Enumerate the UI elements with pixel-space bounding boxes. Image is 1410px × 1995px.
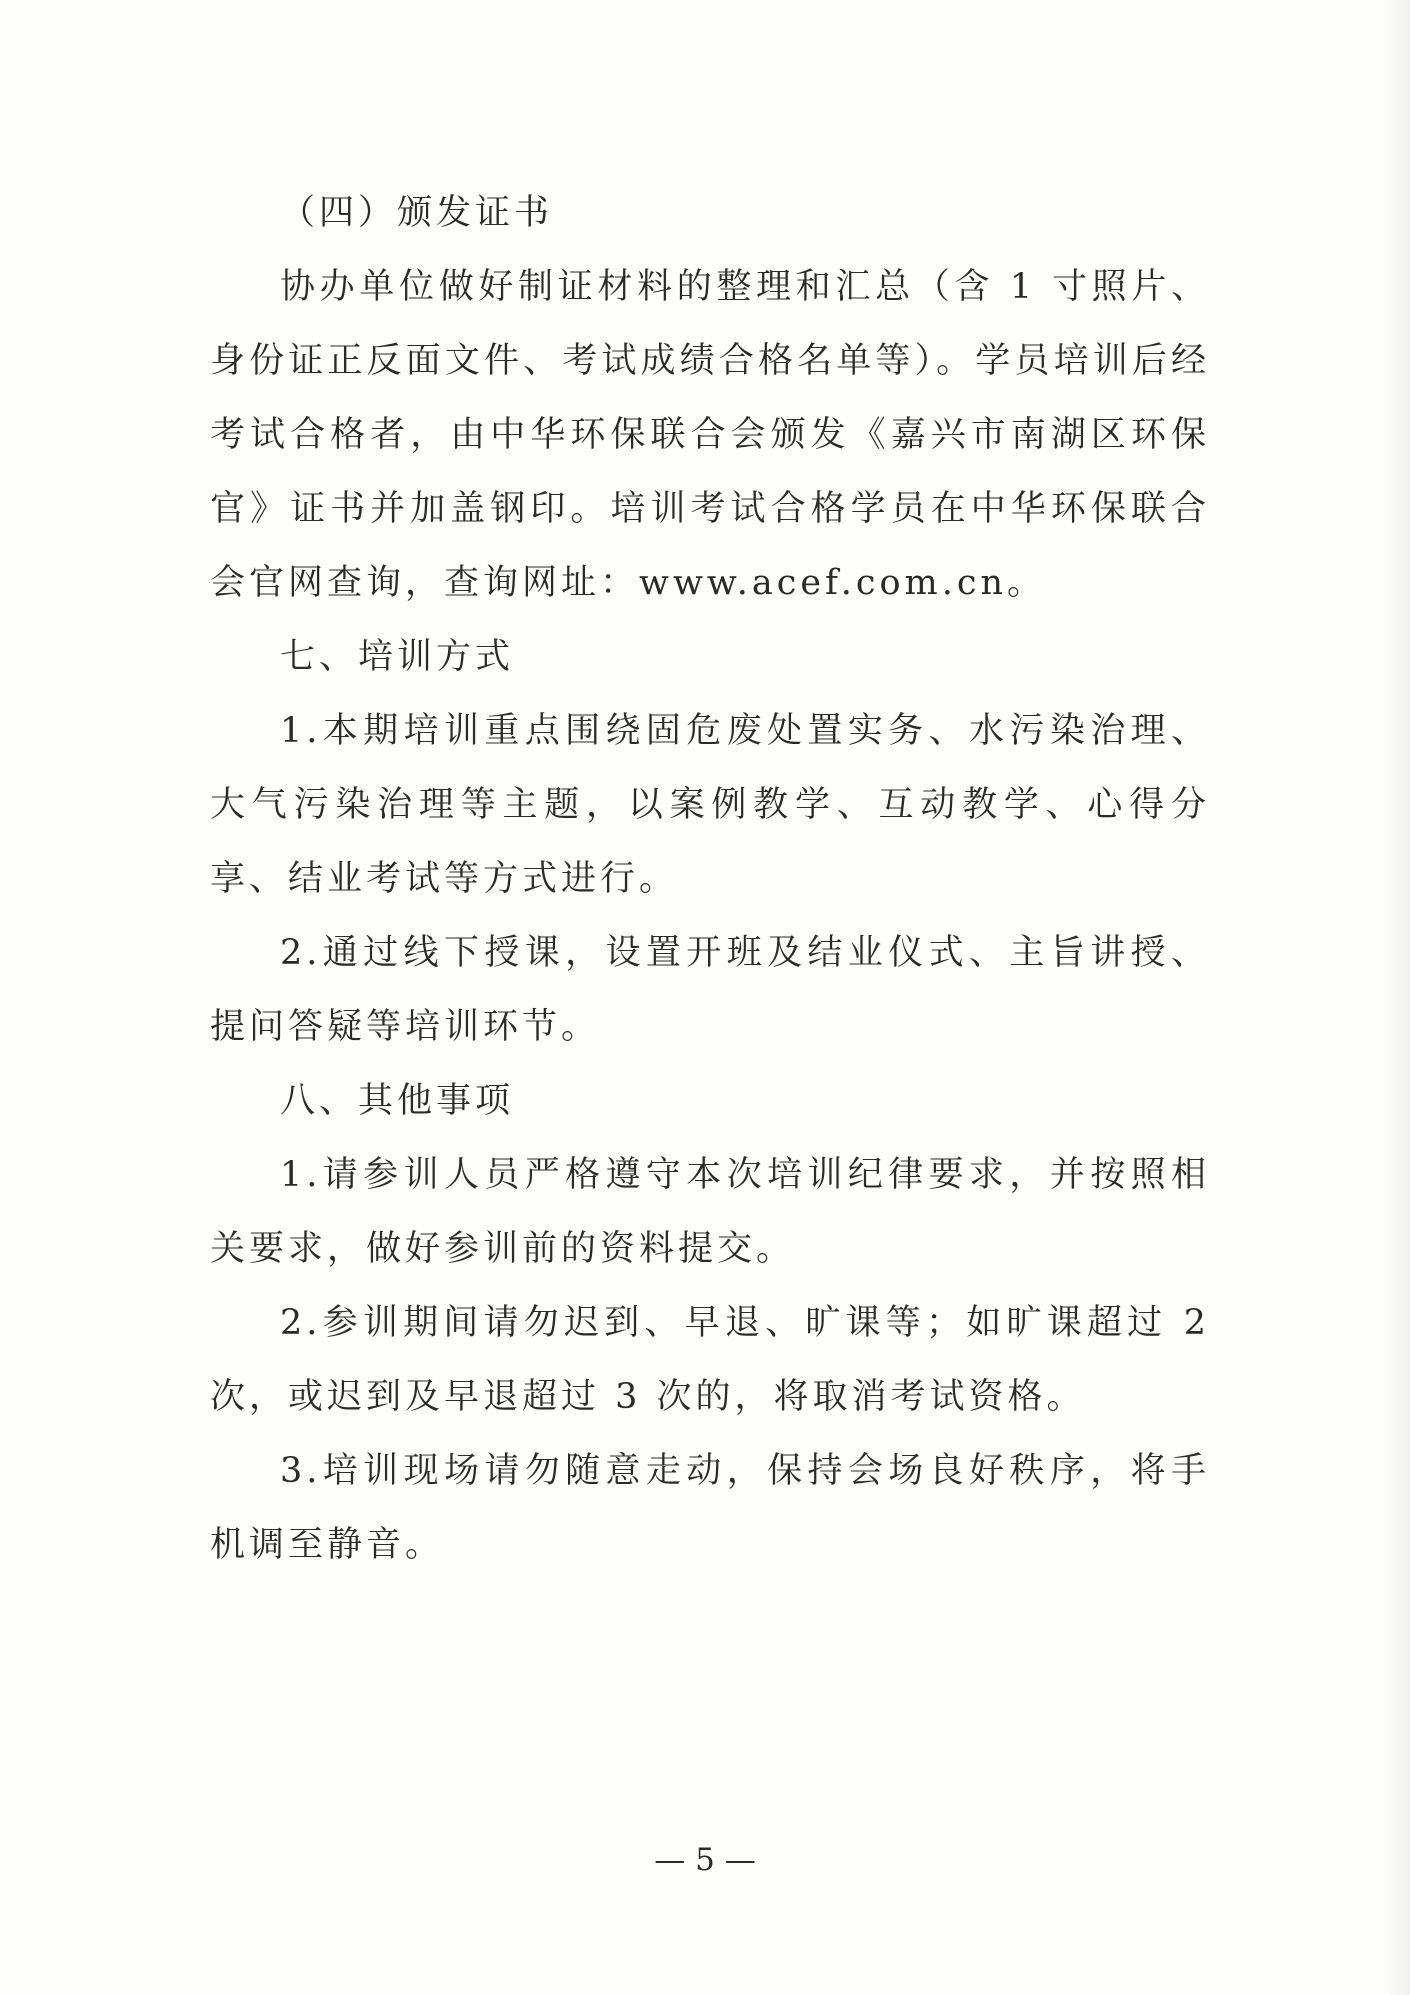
page-number: — 5 — <box>654 1842 756 1878</box>
paragraph-certificates: 协办单位做好制证材料的整理和汇总（含 1 寸照片、身份证正反面文件、考试成绩合格名单等）。学员培训后经考试合格者，由中华环保联合会颁发《嘉兴市南湖区环保官》证书并加盖钢印。培训考试合格学员在中华环保联合会官网查询，查询网址：www.acef.com.cn。 <box>210 267 1210 603</box>
heading-other-matters: 八、其他事项 <box>280 1081 515 1121</box>
paragraph-other-3: 3.培训现场请勿随意走动，保持会场良好秩序，将手机调至静音。 <box>210 1451 1210 1565</box>
paragraph-other-2: 2.参训期间请勿迟到、早退、旷课等；如旷课超过 2 次，或迟到及早退超过 3 次的，将取消考试资格。 <box>210 1303 1210 1417</box>
paragraph-method-2: 2.通过线下授课，设置开班及结业仪式、主旨讲授、提问答疑等培训环节。 <box>210 933 1210 1047</box>
paragraph-method-1: 1.本期培训重点围绕固危废处置实务、水污染治理、大气污染治理等主题，以案例教学、互动教学、心得分享、结业考试等方式进行。 <box>210 711 1210 899</box>
heading-certificates: （四）颁发证书 <box>280 193 554 233</box>
paragraph-other-1: 1.请参训人员严格遵守本次培训纪律要求，并按照相关要求，做好参训前的资料提交。 <box>210 1155 1210 1269</box>
heading-training-method: 七、培训方式 <box>280 637 515 677</box>
scan-edge <box>1388 0 1410 1995</box>
document-body <box>210 176 1210 1582</box>
